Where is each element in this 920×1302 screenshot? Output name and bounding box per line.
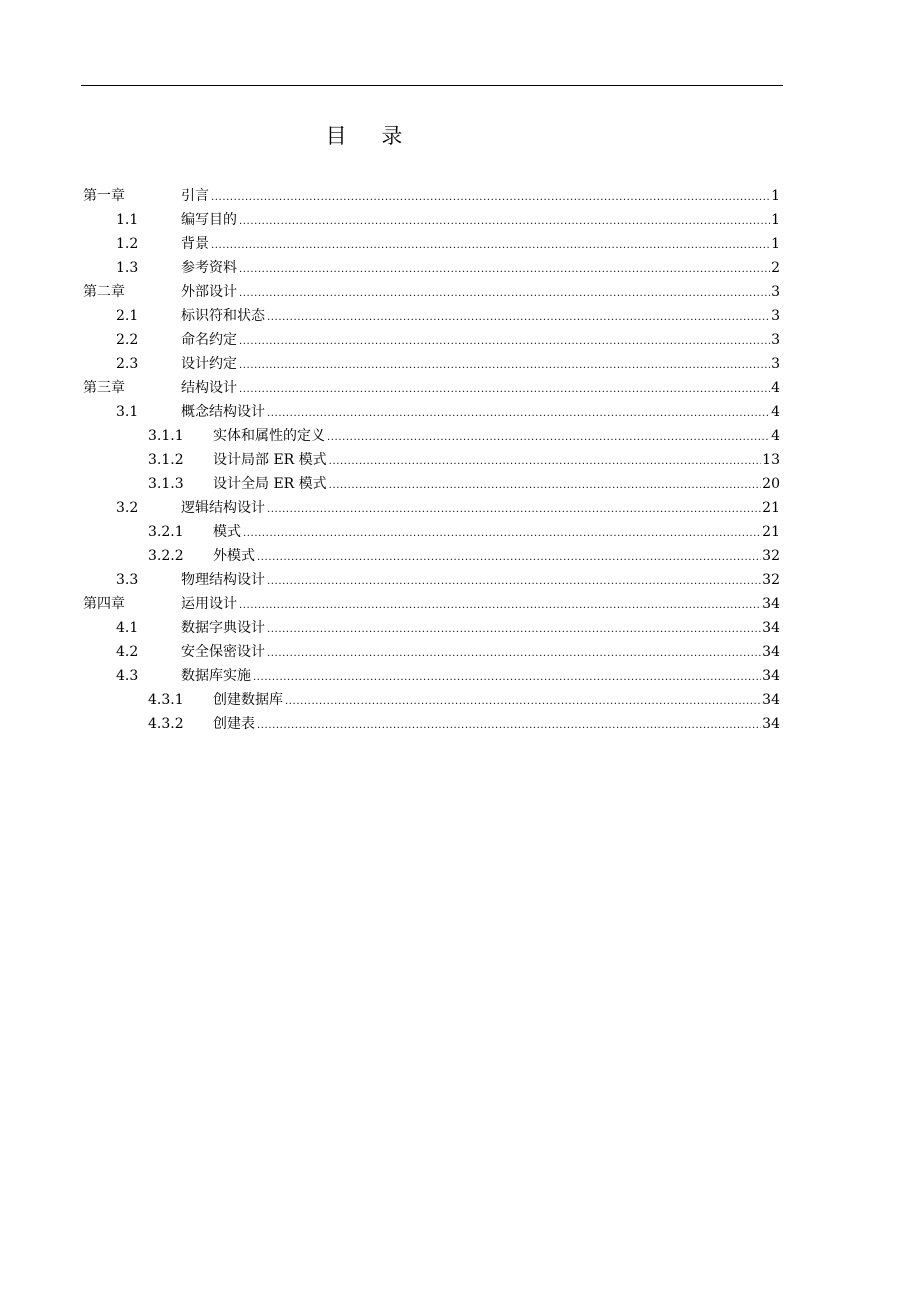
toc-entry-number: 4.3.2 [148, 716, 184, 732]
toc-entry[interactable] [83, 688, 780, 712]
toc-entry[interactable] [83, 616, 780, 640]
toc-entry-line [181, 208, 780, 234]
toc-entry-page: 2 [771, 260, 780, 276]
toc-entry-page: 1 [771, 212, 780, 228]
toc-entry-line [181, 592, 780, 618]
toc-entry-number: 3.1 [116, 404, 139, 420]
toc-entry-line [213, 688, 780, 714]
toc-entry-line [213, 712, 780, 738]
toc-dot-leader [267, 306, 770, 330]
toc-entry-number: 3.2.1 [148, 524, 184, 540]
toc-dot-leader [327, 426, 770, 450]
toc-entry-line [213, 424, 780, 450]
toc-entry-title: 安全保密设计 [181, 644, 265, 660]
toc-dot-leader [211, 186, 770, 210]
toc-entry-number: 第四章 [83, 596, 125, 612]
toc-entry[interactable] [83, 520, 780, 544]
toc-entry-page: 1 [771, 236, 780, 252]
toc-entry-line [213, 520, 780, 546]
toc-entry-line [181, 304, 780, 330]
toc-entry[interactable] [83, 280, 780, 304]
toc-entry-title: 设计局部 ER 模式 [213, 452, 327, 468]
toc-entry-number: 4.3 [116, 668, 139, 684]
toc-entry[interactable] [83, 592, 780, 616]
toc-entry-title: 创建数据库 [213, 692, 283, 708]
toc-entry[interactable] [83, 568, 780, 592]
toc-entry-title: 结构设计 [181, 380, 237, 396]
toc-entry-page: 4 [771, 380, 780, 396]
toc-entry-number: 3.2.2 [148, 548, 184, 564]
toc-entry[interactable] [83, 256, 780, 280]
toc-entry[interactable] [83, 208, 780, 232]
toc-entry-page: 20 [762, 476, 780, 492]
toc-entry-line [213, 448, 780, 474]
toc-entry[interactable] [83, 496, 780, 520]
toc-entry-line [181, 232, 780, 258]
toc-dot-leader [329, 450, 762, 474]
toc-entry-title: 数据字典设计 [181, 620, 265, 636]
toc-entry-page: 3 [771, 332, 780, 348]
toc-entry-number: 4.1 [116, 620, 139, 636]
toc-entry-page: 34 [762, 692, 780, 708]
toc-entry-page: 34 [762, 716, 780, 732]
toc-entry-page: 4 [771, 404, 780, 420]
toc-entry-title: 引言 [181, 188, 209, 204]
toc-dot-leader [257, 714, 761, 738]
toc-entry-line [181, 640, 780, 666]
toc-dot-leader [239, 330, 770, 354]
toc-entry-page: 3 [771, 284, 780, 300]
toc-entry-number: 4.2 [116, 644, 139, 660]
toc-entry-line [213, 472, 780, 498]
toc-dot-leader [243, 522, 761, 546]
toc-entry-line [181, 400, 780, 426]
toc-entry[interactable] [83, 640, 780, 664]
toc-dot-leader [329, 474, 762, 498]
toc-entry-page: 34 [762, 644, 780, 660]
toc-dot-leader [267, 402, 770, 426]
toc-entry-title: 物理结构设计 [181, 572, 265, 588]
toc-entry-line [181, 664, 780, 690]
toc-entry-number: 1.1 [116, 212, 139, 228]
toc-entry-title: 外部设计 [181, 284, 237, 300]
toc-entry-number: 4.3.1 [148, 692, 184, 708]
toc-entry-page: 21 [762, 524, 780, 540]
toc-entry-title: 命名约定 [181, 332, 237, 348]
toc-entry-page: 34 [762, 596, 780, 612]
toc-entry-title: 背景 [181, 236, 209, 252]
toc-entry-page: 21 [762, 500, 780, 516]
toc-entry-page: 32 [762, 548, 780, 564]
toc-entry-title: 设计全局 ER 模式 [213, 476, 327, 492]
toc-dot-leader [211, 234, 770, 258]
toc-entry-number: 1.2 [116, 236, 139, 252]
table-of-contents [83, 184, 780, 736]
toc-entry-line [181, 496, 780, 522]
toc-dot-leader [239, 594, 761, 618]
toc-entry-number: 3.1.3 [148, 476, 184, 492]
toc-entry-line [181, 376, 780, 402]
toc-entry-title: 外模式 [213, 548, 255, 564]
toc-entry-number: 第三章 [83, 380, 125, 396]
toc-entry[interactable] [83, 712, 780, 736]
toc-entry-number: 2.3 [116, 356, 139, 372]
toc-entry-title: 运用设计 [181, 596, 237, 612]
toc-entry[interactable] [83, 664, 780, 688]
toc-dot-leader [267, 642, 761, 666]
toc-entry-title: 标识符和状态 [181, 308, 265, 324]
toc-entry-number: 3.1.1 [148, 428, 184, 444]
toc-entry[interactable] [83, 376, 780, 400]
toc-entry-line [181, 352, 780, 378]
toc-entry-page: 13 [762, 452, 780, 468]
toc-entry-title: 概念结构设计 [181, 404, 265, 420]
toc-entry[interactable] [83, 304, 780, 328]
toc-entry-title: 编写目的 [181, 212, 237, 228]
toc-entry-number: 1.3 [116, 260, 139, 276]
toc-entry-number: 第二章 [83, 284, 125, 300]
toc-entry-line [181, 256, 780, 282]
toc-entry-title: 设计约定 [181, 356, 237, 372]
toc-entry-number: 3.3 [116, 572, 139, 588]
toc-entry-line [181, 568, 780, 594]
toc-entry-line [181, 184, 780, 210]
toc-entry-page: 34 [762, 620, 780, 636]
toc-dot-leader [285, 690, 761, 714]
toc-entry-title: 参考资料 [181, 260, 237, 276]
toc-entry[interactable] [83, 328, 780, 352]
toc-entry-number: 3.2 [116, 500, 139, 516]
toc-entry-title: 逻辑结构设计 [181, 500, 265, 516]
toc-entry-page: 32 [762, 572, 780, 588]
toc-dot-leader [239, 282, 770, 306]
toc-title: 目 录 [325, 124, 417, 148]
toc-entry[interactable] [83, 544, 780, 568]
toc-entry[interactable] [83, 448, 780, 472]
toc-entry[interactable] [83, 424, 780, 448]
toc-entry-line [213, 544, 780, 570]
toc-entry-number: 第一章 [83, 188, 125, 204]
toc-dot-leader [267, 618, 761, 642]
toc-entry-number: 2.2 [116, 332, 139, 348]
toc-dot-leader [267, 570, 761, 594]
toc-dot-leader [239, 378, 770, 402]
toc-entry-line [181, 280, 780, 306]
toc-entry[interactable] [83, 352, 780, 376]
toc-entry-title: 模式 [213, 524, 241, 540]
toc-entry[interactable] [83, 232, 780, 256]
toc-entry-line [181, 328, 780, 354]
toc-entry-page: 3 [771, 356, 780, 372]
toc-dot-leader [239, 258, 770, 282]
toc-dot-leader [239, 354, 770, 378]
toc-dot-leader [253, 666, 761, 690]
toc-entry-number: 3.1.2 [148, 452, 184, 468]
toc-entry-line [181, 616, 780, 642]
toc-entry-page: 1 [771, 188, 780, 204]
toc-entry[interactable] [83, 184, 780, 208]
toc-entry-page: 3 [771, 308, 780, 324]
toc-entry-number: 2.1 [116, 308, 139, 324]
toc-dot-leader [267, 498, 761, 522]
toc-entry[interactable] [83, 400, 780, 424]
toc-entry-page: 4 [771, 428, 780, 444]
toc-entry-title: 创建表 [213, 716, 255, 732]
header-rule [81, 85, 783, 86]
toc-entry-title: 数据库实施 [181, 668, 251, 684]
toc-dot-leader [239, 210, 770, 234]
toc-entry-title: 实体和属性的定义 [213, 428, 325, 444]
toc-entry-page: 34 [762, 668, 780, 684]
toc-dot-leader [257, 546, 761, 570]
toc-entry[interactable] [83, 472, 780, 496]
